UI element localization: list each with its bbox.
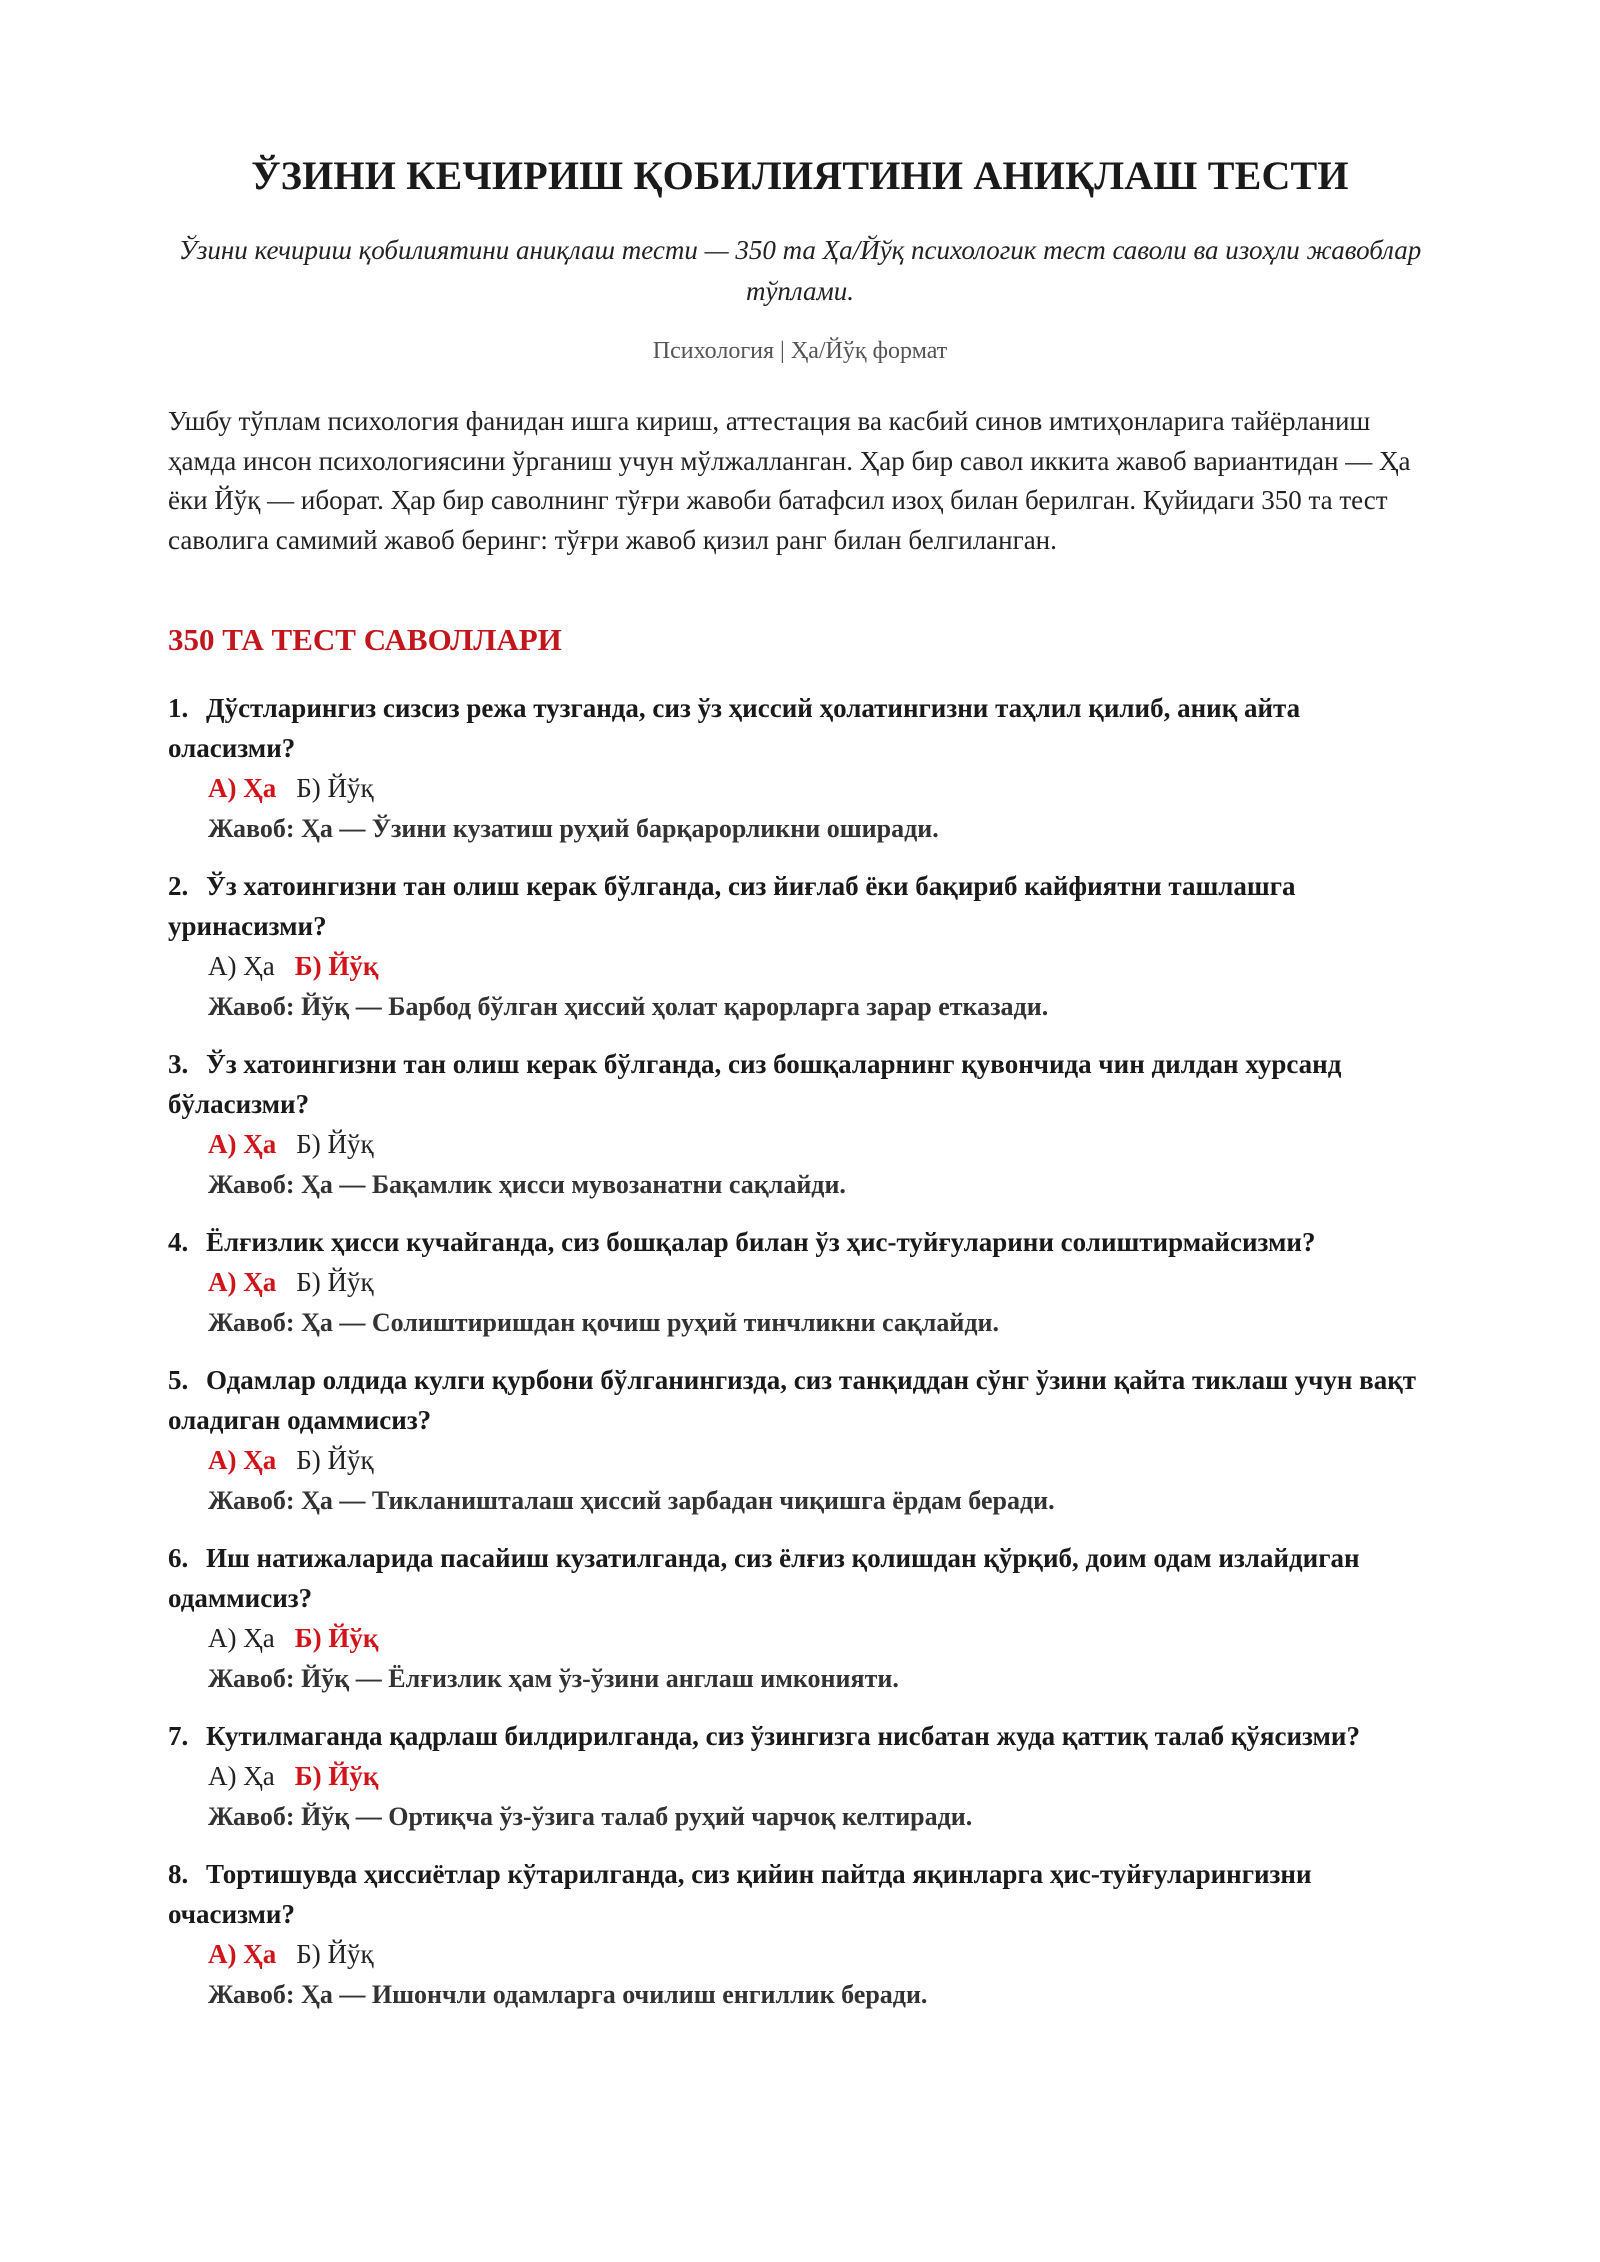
question-item bbox=[168, 1716, 1432, 1838]
option-a: А) Ҳа bbox=[208, 1623, 275, 1653]
question-text bbox=[168, 1360, 1432, 1440]
question-number: 7. bbox=[168, 1721, 189, 1751]
document-title: ЎЗИНИ КЕЧИРИШ ҚОБИЛИЯТИНИ АНИҚЛАШ ТЕСТИ bbox=[251, 153, 1349, 198]
question-text bbox=[168, 1044, 1432, 1124]
question-body: Тортишувда ҳиссиётлар кўтарилганда, сиз қийин пайтда яқинларга ҳис-туйғуларингизни очасизми? bbox=[168, 1859, 1312, 1929]
question-body: Ёлғизлик ҳисси кучайганда, сиз бошқалар билан ўз ҳис-туйғуларини солиштирмайсизми? bbox=[206, 1227, 1316, 1257]
answer-explanation: Жавоб: Ҳа — Солиштиришдан қочиш руҳий тинчликни сақлайди. bbox=[208, 1308, 1000, 1337]
option-b: Б) Йўқ bbox=[294, 951, 379, 981]
question-text bbox=[168, 1222, 1432, 1262]
question-body: Кутилмаганда қадрлаш билдирилганда, сиз ўзингизга нисбатан жуда қаттиқ талаб қўясизми? bbox=[206, 1721, 1360, 1751]
option-a: А) Ҳа bbox=[208, 773, 277, 803]
answer-explanation: Жавоб: Ҳа — Тикланишталаш ҳиссий зарбадан чиқишга ёрдам беради. bbox=[208, 1486, 1055, 1515]
question-text bbox=[168, 1854, 1432, 1934]
answer-options bbox=[168, 1934, 1432, 1974]
answer-explanation: Жавоб: Ҳа — Ўзини кузатиш руҳий барқарорликни оширади. bbox=[208, 814, 939, 843]
question-item bbox=[168, 1854, 1432, 2016]
option-a: А) Ҳа bbox=[208, 1267, 277, 1297]
option-a: А) Ҳа bbox=[208, 1129, 277, 1159]
answer-explanation: Жавоб: Йўқ — Барбод бўлган ҳиссий ҳолат қарорларга зарар етказади. bbox=[208, 992, 1049, 1021]
answer-options bbox=[168, 946, 1432, 986]
section-title: 350 ТА ТЕСТ САВОЛЛАРИ bbox=[168, 622, 562, 657]
question-body: Ўз хатоингизни тан олиш керак бўлганда, сиз бошқаларнинг қувончида чин дилдан хурсанд бўласизми? bbox=[168, 1049, 1342, 1119]
answer-options bbox=[168, 1262, 1432, 1302]
option-b: Б) Йўқ bbox=[296, 773, 374, 803]
question-list bbox=[168, 688, 1432, 2032]
question-item bbox=[168, 1360, 1432, 1522]
document-meta: Психология | Ҳа/Йўқ формат bbox=[652, 338, 948, 364]
question-item bbox=[168, 1044, 1432, 1206]
answer-explanation: Жавоб: Ҳа — Бақамлик ҳисси мувозанатни сақлайди. bbox=[208, 1170, 846, 1199]
document-subtitle: Ўзини кечириш қобилиятини аниқлаш тести — 350 та Ҳа/Йўқ психологик тест саволи ва изоҳли жавоблар тўплами. bbox=[178, 235, 1422, 306]
option-a: А) Ҳа bbox=[208, 1939, 277, 1969]
question-number: 1. bbox=[168, 693, 189, 723]
option-b: Б) Йўқ bbox=[294, 1623, 379, 1653]
intro-paragraph: Ушбу тўплам психология фанидан ишга кириш, аттестация ва касбий синов имтиҳонларига тайёрланиш ҳамда инсон психологиясини ўрганиш учун мўлжалланган. Ҳар бир савол иккита жавоб вариантидан — Ҳа ёки Йўқ — иборат. Ҳар бир саволнинг тўғри жавоби батафсил изоҳ билан берилган. Қуйидаги 350 та тест саволига самимий жавоб беринг: тўғри жавоб қизил ранг билан белгиланган. bbox=[168, 406, 1411, 555]
answer-options bbox=[168, 768, 1432, 808]
question-text bbox=[168, 1716, 1432, 1756]
option-a: А) Ҳа bbox=[208, 1761, 275, 1791]
option-b: Б) Йўқ bbox=[296, 1129, 374, 1159]
question-body: Одамлар олдида кулги қурбони бўлганингизда, сиз танқиддан сўнг ўзини қайта тиклаш учун вақт оладиган одаммисиз? bbox=[168, 1365, 1417, 1435]
question-text bbox=[168, 1538, 1432, 1618]
option-a: А) Ҳа bbox=[208, 951, 275, 981]
question-number: 2. bbox=[168, 871, 189, 901]
question-text bbox=[168, 688, 1432, 768]
question-number: 8. bbox=[168, 1859, 189, 1889]
question-item bbox=[168, 1538, 1432, 1700]
question-number: 3. bbox=[168, 1049, 189, 1079]
answer-explanation: Жавоб: Йўқ — Ортиқча ўз-ўзига талаб руҳий чарчоқ келтиради. bbox=[208, 1802, 973, 1831]
answer-options bbox=[168, 1440, 1432, 1480]
option-b: Б) Йўқ bbox=[296, 1939, 374, 1969]
option-b: Б) Йўқ bbox=[294, 1761, 379, 1791]
answer-options bbox=[168, 1124, 1432, 1164]
question-body: Иш натижаларида пасайиш кузатилганда, сиз ёлғиз қолишдан қўрқиб, доим одам излайдиган одаммисиз? bbox=[168, 1543, 1360, 1613]
option-b: Б) Йўқ bbox=[296, 1267, 374, 1297]
question-number: 6. bbox=[168, 1543, 189, 1573]
option-b: Б) Йўқ bbox=[296, 1445, 374, 1475]
question-number: 5. bbox=[168, 1365, 189, 1395]
answer-options bbox=[168, 1756, 1432, 1796]
question-item bbox=[168, 866, 1432, 1028]
answer-explanation: Жавоб: Йўқ — Ёлғизлик ҳам ўз-ўзини англаш имконияти. bbox=[208, 1664, 899, 1693]
question-text bbox=[168, 866, 1432, 946]
question-body: Дўстларингиз сизсиз режа тузганда, сиз ўз ҳиссий ҳолатингизни таҳлил қилиб, аниқ айта оласизми? bbox=[168, 693, 1301, 763]
question-item bbox=[168, 688, 1432, 850]
answer-explanation: Жавоб: Ҳа — Ишончли одамларга очилиш енгиллик беради. bbox=[208, 1980, 928, 2009]
question-item bbox=[168, 1222, 1432, 1344]
question-body: Ўз хатоингизни тан олиш керак бўлганда, сиз йиғлаб ёки бақириб кайфиятни ташлашга уринасизми? bbox=[168, 871, 1296, 941]
question-number: 4. bbox=[168, 1227, 189, 1257]
answer-options bbox=[168, 1618, 1432, 1658]
option-a: А) Ҳа bbox=[208, 1445, 277, 1475]
